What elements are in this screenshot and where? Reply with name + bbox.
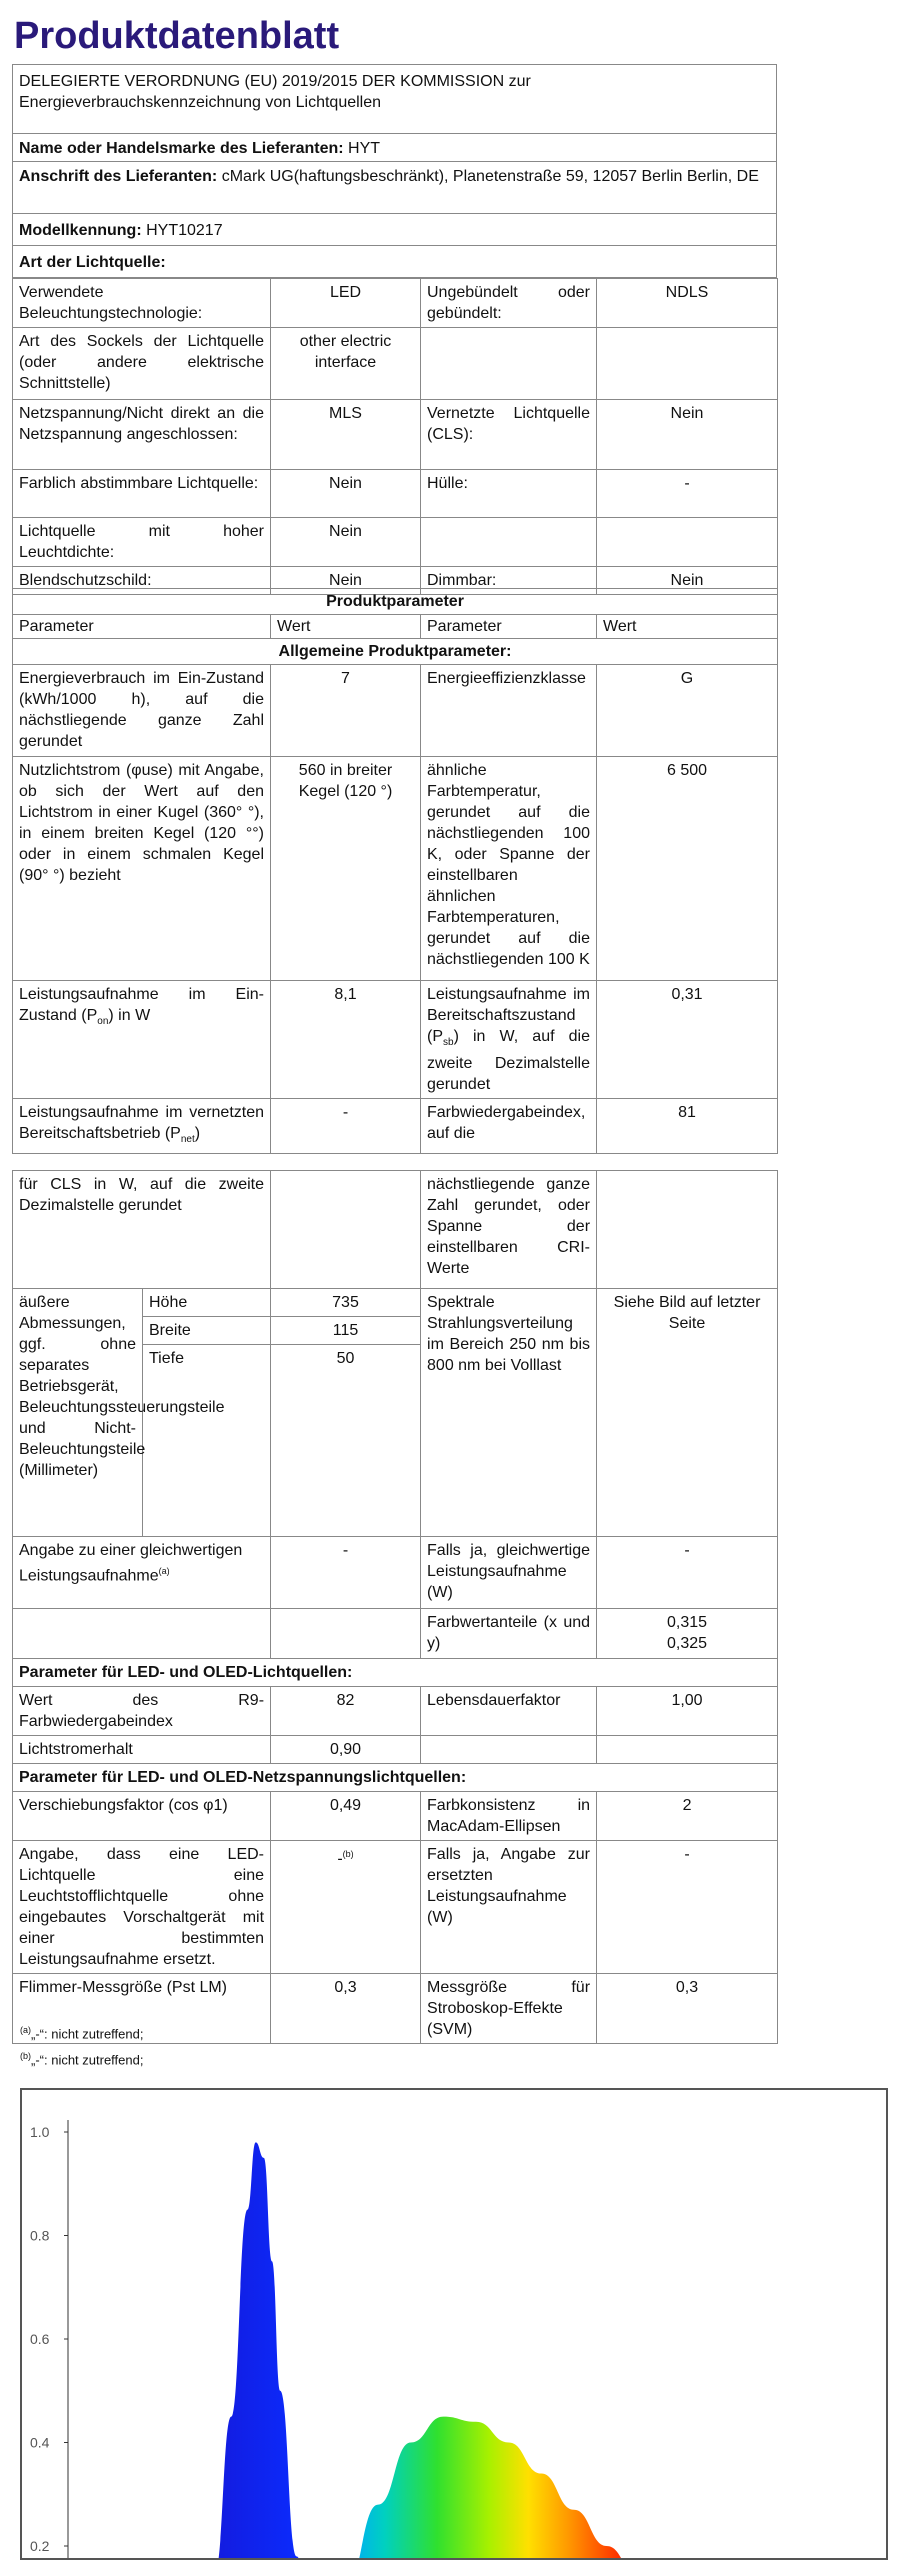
tech-label (421, 518, 597, 567)
param-value (271, 1841, 421, 1974)
tech-value: - (597, 470, 778, 518)
spectrum-area (150, 2142, 803, 2558)
tech-value: LED (271, 279, 421, 328)
param-label: Farbwertanteile (x und y) (421, 1609, 597, 1659)
param-label: Angabe, dass eine LED-Lichtquelle eine Leuchtstofflichtquelle ohne eingebautes Vorschaltgerät mit einer bestimmten Leistungsaufnahme ersetzt. (13, 1841, 271, 1974)
table-row (13, 1841, 778, 1974)
param-value: 0,90 (271, 1736, 421, 1764)
param-value: 2 (597, 1792, 778, 1841)
table-row (13, 1289, 778, 1317)
tech-value: Nein (597, 567, 778, 595)
y-axis (30, 2120, 68, 2558)
model-row (12, 214, 777, 246)
dim-value: 115 (271, 1317, 421, 1345)
param-label (13, 1099, 271, 1154)
tech-label: Blendschutzschild: (13, 567, 271, 595)
param-value: 0,3 (271, 1974, 421, 2044)
table-row (13, 1099, 778, 1154)
chroma-x: 0,315 (666, 1614, 708, 1631)
table-row (13, 665, 778, 757)
regulation-header (12, 64, 777, 134)
param-label: ähnliche Farbtemperatur, gerundet auf die nächstliegenden 100 K, oder Spanne der einstellbaren ähnlichen Farbtemperaturen, gerundet auf die nächstliegenden 100 K (421, 757, 597, 981)
table-row (13, 615, 778, 639)
param-label: Farbwiedergabeindex, auf die (421, 1099, 597, 1154)
pnet-label: Leistungsaufnahme im vernetzten Bereitschaftsbetrieb (P (19, 1104, 264, 1143)
pon-label-end: ) in W (108, 1007, 151, 1024)
param-value: - (271, 1537, 421, 1609)
tech-value (597, 328, 778, 400)
dim-name: Tiefe (143, 1345, 271, 1537)
psb-label-end: ) in W, auf die zweite Dezimalstelle gerundet (427, 1028, 590, 1094)
equiv-label: Angabe zu einer gleichwertigen Leistungsaufnahme (19, 1542, 243, 1585)
param-value: 1,00 (597, 1687, 778, 1736)
dim-value: 50 (271, 1345, 421, 1537)
table-row (13, 1171, 778, 1289)
param-label (421, 981, 597, 1099)
product-params-table (12, 588, 778, 1154)
empty-cell (421, 1736, 597, 1764)
param-value: 0,31 (597, 981, 778, 1099)
model-id: HYT10217 (146, 222, 223, 239)
mains-params-heading: Parameter für LED- und OLED-Netzspannungslichtquellen: (13, 1764, 778, 1792)
tech-label: Dimmbar: (421, 567, 597, 595)
empty-cell (597, 1736, 778, 1764)
tech-label: Hülle: (421, 470, 597, 518)
pon-sub: on (97, 1016, 109, 1028)
footnote-a (20, 2022, 143, 2042)
table-row (13, 757, 778, 981)
tech-label: Netzspannung/Nicht direkt an die Netzspannung angeschlossen: (13, 400, 271, 470)
table-row (13, 1764, 778, 1792)
y-tick-label: 1.0 (30, 2124, 50, 2140)
col-header-param: Parameter (421, 615, 597, 639)
model-label: Modellkennung: (19, 222, 142, 239)
footnote-a-text: „-“: nicht zutreffend; (31, 2026, 144, 2042)
table-row (13, 1736, 778, 1764)
psb-label: Leistungsaufnahme im Bereitschaftszustand (P (427, 986, 590, 1045)
light-source-type-label: Art der Lichtquelle: (19, 254, 166, 271)
param-label: Flimmer-Messgröße (Pst LM) (13, 1974, 271, 2044)
dim-name: Höhe (143, 1289, 271, 1317)
param-value: - (597, 1537, 778, 1609)
param-label: Lichtstromerhalt (13, 1736, 271, 1764)
param-label: Nutzlichtstrom (φuse) mit Angabe, ob sich der Wert auf den Lichtstrom in einer Kugel (360° °), in einem breiten Kegel (120 °°) oder in einem schmalen Kegel (90° °) bezieht (13, 757, 271, 981)
params-continued-table (12, 1170, 778, 2044)
table-row (13, 1609, 778, 1659)
tech-value: other electric interface (271, 328, 421, 400)
technology-table (12, 278, 778, 595)
spectrum-chart (20, 2088, 888, 2560)
dim-value: 735 (271, 1289, 421, 1317)
tech-value: Nein (271, 567, 421, 595)
y-tick-label: 0.2 (30, 2538, 50, 2554)
empty-cell (597, 1171, 778, 1289)
equiv-sup: (a) (158, 1566, 170, 1576)
y-tick-label: 0.4 (30, 2434, 50, 2451)
general-params-heading: Allgemeine Produktparameter: (13, 639, 778, 665)
replace-sup: (b) (342, 1849, 354, 1859)
supplier-address-row (12, 162, 777, 214)
table-row (13, 981, 778, 1099)
param-value: Siehe Bild auf letzter Seite (597, 1289, 778, 1537)
supplier-name-row (12, 134, 777, 162)
param-value: G (597, 665, 778, 757)
tech-label: Art des Sockels der Lichtquelle (oder andere elektrische Schnittstelle) (13, 328, 271, 400)
light-source-type-row (12, 246, 777, 278)
table-row (13, 1537, 778, 1609)
product-params-heading: Produktparameter (13, 589, 778, 615)
tech-value: Nein (271, 518, 421, 567)
tech-value: Nein (271, 470, 421, 518)
param-value: 0,3 (597, 1974, 778, 2044)
table-row (13, 589, 778, 615)
page-title: Produktdatenblatt (14, 15, 340, 57)
table-row (13, 1659, 778, 1687)
tech-label: Lichtquelle mit hoher Leuchtdichte: (13, 518, 271, 567)
tech-label: Verwendete Beleuchtungstechnologie: (13, 279, 271, 328)
pon-label: Leistungsaufnahme im Ein-Zustand (P (19, 986, 264, 1024)
param-value: 560 in breiter Kegel (120 °) (271, 757, 421, 981)
table-row (13, 328, 778, 400)
col-header-param: Parameter (13, 615, 271, 639)
empty-cell (271, 1171, 421, 1289)
param-value: - (271, 1099, 421, 1154)
param-value: 82 (271, 1687, 421, 1736)
tech-value: MLS (271, 400, 421, 470)
param-value: 81 (597, 1099, 778, 1154)
pnet-label-end: ) (194, 1125, 201, 1143)
supplier-name-label: Name oder Handelsmarke des Lieferanten: (19, 140, 344, 157)
param-value: 6 500 (597, 757, 778, 981)
param-label: Messgröße für Stroboskop-Effekte (SVM) (421, 1974, 597, 2044)
tech-label: Vernetzte Lichtquelle (CLS): (421, 400, 597, 470)
param-value: 7 (271, 665, 421, 757)
param-label: Spektrale Strahlungsverteilung im Bereich 250 nm bis 800 nm bei Volllast (421, 1289, 597, 1537)
y-tick-label: 0.6 (30, 2331, 50, 2347)
replace-value: - (337, 1850, 343, 1868)
psb-sub: sb (443, 1037, 454, 1049)
led-params-heading: Parameter für LED- und OLED-Lichtquellen: (13, 1659, 778, 1687)
col-header-value: Wert (597, 615, 778, 639)
y-tick-label: 0.8 (30, 2227, 50, 2244)
table-row (13, 1687, 778, 1736)
footnote-b-sup: (b) (20, 2051, 31, 2061)
supplier-address-label: Anschrift des Lieferanten: (19, 168, 218, 185)
supplier-name: HYT (348, 140, 381, 157)
empty-cell (271, 1609, 421, 1659)
param-value: 0,49 (271, 1792, 421, 1841)
param-label: Energieverbrauch im Ein-Zustand (kWh/1000 h), auf die nächstliegende ganze Zahl gerundet (13, 665, 271, 757)
param-label: Verschiebungsfaktor (cos φ1) (13, 1792, 271, 1841)
footnote-b (20, 2048, 143, 2068)
col-header-value: Wert (271, 615, 421, 639)
footnote-b-text: „-“: nicht zutreffend; (31, 2052, 144, 2068)
chroma-y: 0,325 (666, 1635, 708, 1652)
dim-name: Breite (143, 1317, 271, 1345)
table-row (13, 518, 778, 567)
regulation-text: DELEGIERTE VERORDNUNG (EU) 2019/2015 DER KOMMISSION zur Energieverbrauchskennzeichnung von Lichtquellen (19, 73, 531, 111)
param-value: 8,1 (271, 981, 421, 1099)
empty-cell (13, 1609, 271, 1659)
param-value (597, 1609, 778, 1659)
param-label: Falls ja, gleichwertige Leistungsaufnahme (W) (421, 1537, 597, 1609)
table-row (13, 400, 778, 470)
table-row (13, 470, 778, 518)
param-label: Lebensdauerfaktor (421, 1687, 597, 1736)
footnote-a-sup: (a) (20, 2025, 31, 2035)
dimensions-label: äußere Abmessungen, ggf. ohne separates Betriebsgerät, Beleuchtungssteuerungsteile und Nicht-Beleuchtungsteile (Millimeter) (13, 1289, 143, 1537)
tech-value (597, 518, 778, 567)
tech-value: Nein (597, 400, 778, 470)
spectrum-svg (22, 2090, 886, 2558)
param-label: Wert des R9-Farbwiedergabeindex (13, 1687, 271, 1736)
pnet-sub: net (180, 1134, 195, 1146)
param-value: - (597, 1841, 778, 1974)
table-row (13, 279, 778, 328)
table-row (13, 1792, 778, 1841)
tech-label: Farblich abstimmbare Lichtquelle: (13, 470, 271, 518)
param-label: Farbkonsistenz in MacAdam-Ellipsen (421, 1792, 597, 1841)
param-label: nächstliegende ganze Zahl gerundet, oder Spanne der einstellbaren CRI-Werte (421, 1171, 597, 1289)
param-label: Energieeffizienzklasse (421, 665, 597, 757)
param-label: für CLS in W, auf die zweite Dezimalstelle gerundet (13, 1171, 271, 1289)
table-row (13, 639, 778, 665)
tech-label: Ungebündelt oder gebündelt: (421, 279, 597, 328)
param-label (13, 981, 271, 1099)
tech-value: NDLS (597, 279, 778, 328)
param-label (13, 1537, 271, 1609)
param-label: Falls ja, Angabe zur ersetzten Leistungsaufnahme (W) (421, 1841, 597, 1974)
supplier-address: cMark UG(haftungsbeschränkt), Planetenstraße 59, 12057 Berlin Berlin, DE (221, 168, 759, 185)
tech-label (421, 328, 597, 400)
